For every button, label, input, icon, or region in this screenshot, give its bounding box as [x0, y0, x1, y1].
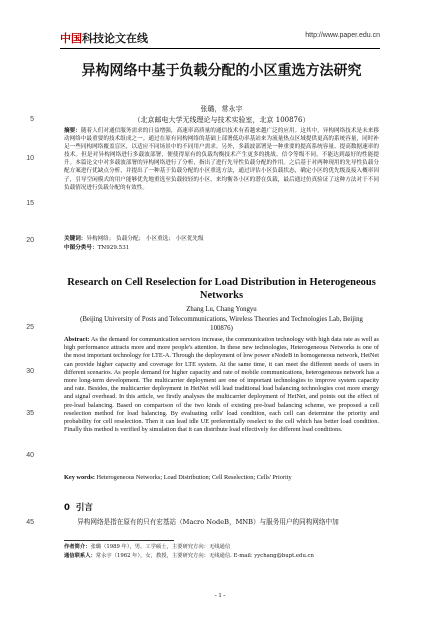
paper-title-en: Research on Cell Reselection for Load Distribution in Heterogeneous Networks — [67, 277, 376, 301]
section-number: 0 — [64, 503, 70, 513]
keywords-en-text: Heterogeneous Networks; Load Distribution; Cell Reselection; Cells' Priority — [96, 474, 292, 481]
keywords-cn-label: 关键词： — [64, 236, 87, 242]
line-number: 10 — [26, 155, 34, 162]
line-number: 45 — [26, 519, 34, 526]
line-number: 15 — [26, 200, 34, 207]
abstract-en — [64, 336, 379, 434]
line-number: 20 — [26, 237, 34, 244]
intro-paragraph: 异构网络是指在原有的只有宏基站（Macro NodeB，MNB）与服务用户的同构网络中加 — [77, 518, 339, 526]
logo-red-text: 中国 — [60, 32, 82, 45]
logo-black-text: 科技论文在线 — [82, 32, 148, 45]
journal-logo[interactable] — [60, 30, 148, 46]
footnote-contact-text: 常永宇（1962 年），女，教授，主要研究方向：无线通信. E-mail: yychang@bupt.edu.cn — [95, 553, 314, 559]
line-number: 5 — [30, 116, 34, 123]
footnote-rule — [64, 540, 174, 541]
affiliation-en: (Beijing University of Posts and Telecommunications, Wireless Theories and Technologies Lab, Beijing 100876) — [80, 316, 363, 332]
paper-title-cn: 异构网络中基于负载分配的小区重选方法研究 — [81, 63, 362, 79]
abstract-cn — [64, 127, 379, 192]
authors-en: Zhang Lu, Chang Yongyu — [186, 306, 257, 313]
clc-cn-label: 中图分类号： — [64, 245, 98, 251]
authors-cn: 张璐，常永宇 — [200, 105, 243, 113]
section-heading — [64, 501, 379, 513]
section-title: 引言 — [75, 503, 93, 513]
footnote-contact — [64, 553, 379, 560]
footnote-contact-label: 通信联系人： — [64, 553, 96, 559]
keywords-en-label: Key words: — [64, 474, 95, 481]
abstract-en-label: Abstract: — [64, 336, 90, 343]
line-number: 35 — [26, 410, 34, 417]
keywords-cn — [64, 235, 379, 243]
journal-url[interactable]: http://www.paper.edu.cn — [305, 32, 380, 39]
footnote-author-info — [64, 544, 379, 551]
line-number: 40 — [26, 452, 34, 459]
footnote-author-text: 张璐（1989 年），男，工学硕士，主要研究方向：无线通信 — [90, 544, 231, 550]
page-number: - 1 - — [214, 592, 226, 599]
affiliation-cn: （北京邮电大学无线理论与技术实验室，北京 100876） — [133, 116, 310, 124]
keywords-cn-text: 异构网络； 负载分配； 小区重选； 小区优先级 — [86, 236, 204, 242]
keywords-en — [64, 474, 379, 482]
footnote-author-label: 作者简介： — [64, 544, 91, 550]
abstract-en-text: As the demand for communication services increase, the communication technology with high data rate as well as high performance attracts more and more people's attention. In these new technologies, Heterogeneous Networks is one of the most important technology for LTE-A. Through the deployment of low power eNodeB in homogeneous network, HetNet can provide higher capacity and coverage for LTE system. At the same time, it can meet the different needs of users in different scenarios. As people demand for higher capacity and rate of mobile communications, heterogeneous network has a more long-term development. The multicarrier deployment are one of important technologies to improve system capacity and rate. Besides, the multicarrier deployment in HetNet will lead traditional load balancing technologies cost more energy and signal overhead. In this article, we firstly analyses the multicarrier deployment of HetNet, and points out the effect of pre-load balancing. Based on comparison of the two kinds of existing pre-load balancing scheme, we proposed a cell reselection method for load balancing. By evaluating cells' load condition, each cell can determine the priority and probability for cell reselection. Then it can lead idle UE preferentially reselect to the cell which has better load condition. Finally this method is verified by simulation that it can distribute load effectively for different load conditions. — [64, 336, 380, 434]
header-rule — [60, 48, 380, 49]
abstract-cn-text: 随着人们对通信服务需求的日益增强，高速率高质量的通信技术有着越来越广泛的应用。这其中，异构网络技术是未来移动网络中最重要的技术组成之一。通过在原有同构网络的基础上部署低功率基站来为流量热点区域提供更高的系统容量，同时补足一些同构网络覆盖盲区，以适应不同场景中的不同用户需求。另外，多载波部署是一种重要的提高系统容量、提高数据速率的技术。但是对异构网络进行多载波部署，便使得原有的负载均衡技术产生更多的挑战。信令等级不同，不能达到最好的性能提升。本篇论文中对多载波部署的异构网络进行了分析，指出了进行先导性负载分配的作用。之后基于对两种现用的先导性负载分配方案进行优缺点分析，并提出了一种基于负载分配的小区重选方法，通过评估小区负载状态，确定小区的优先级及接入概率因子，引导空闲模式的用户能够优先地重选至负载较轻的小区，来均衡各小区的潜在负载，最后通过仿真验证了这种方法对于不同负载情况进行负载分配的有效性。 — [64, 128, 379, 191]
journal-header — [60, 28, 380, 48]
line-number: 30 — [26, 368, 34, 375]
line-number: 25 — [26, 324, 34, 331]
abstract-cn-label: 摘要： — [64, 128, 81, 134]
clc-cn-text: TN929.531 — [97, 245, 130, 251]
clc-cn — [64, 244, 379, 252]
